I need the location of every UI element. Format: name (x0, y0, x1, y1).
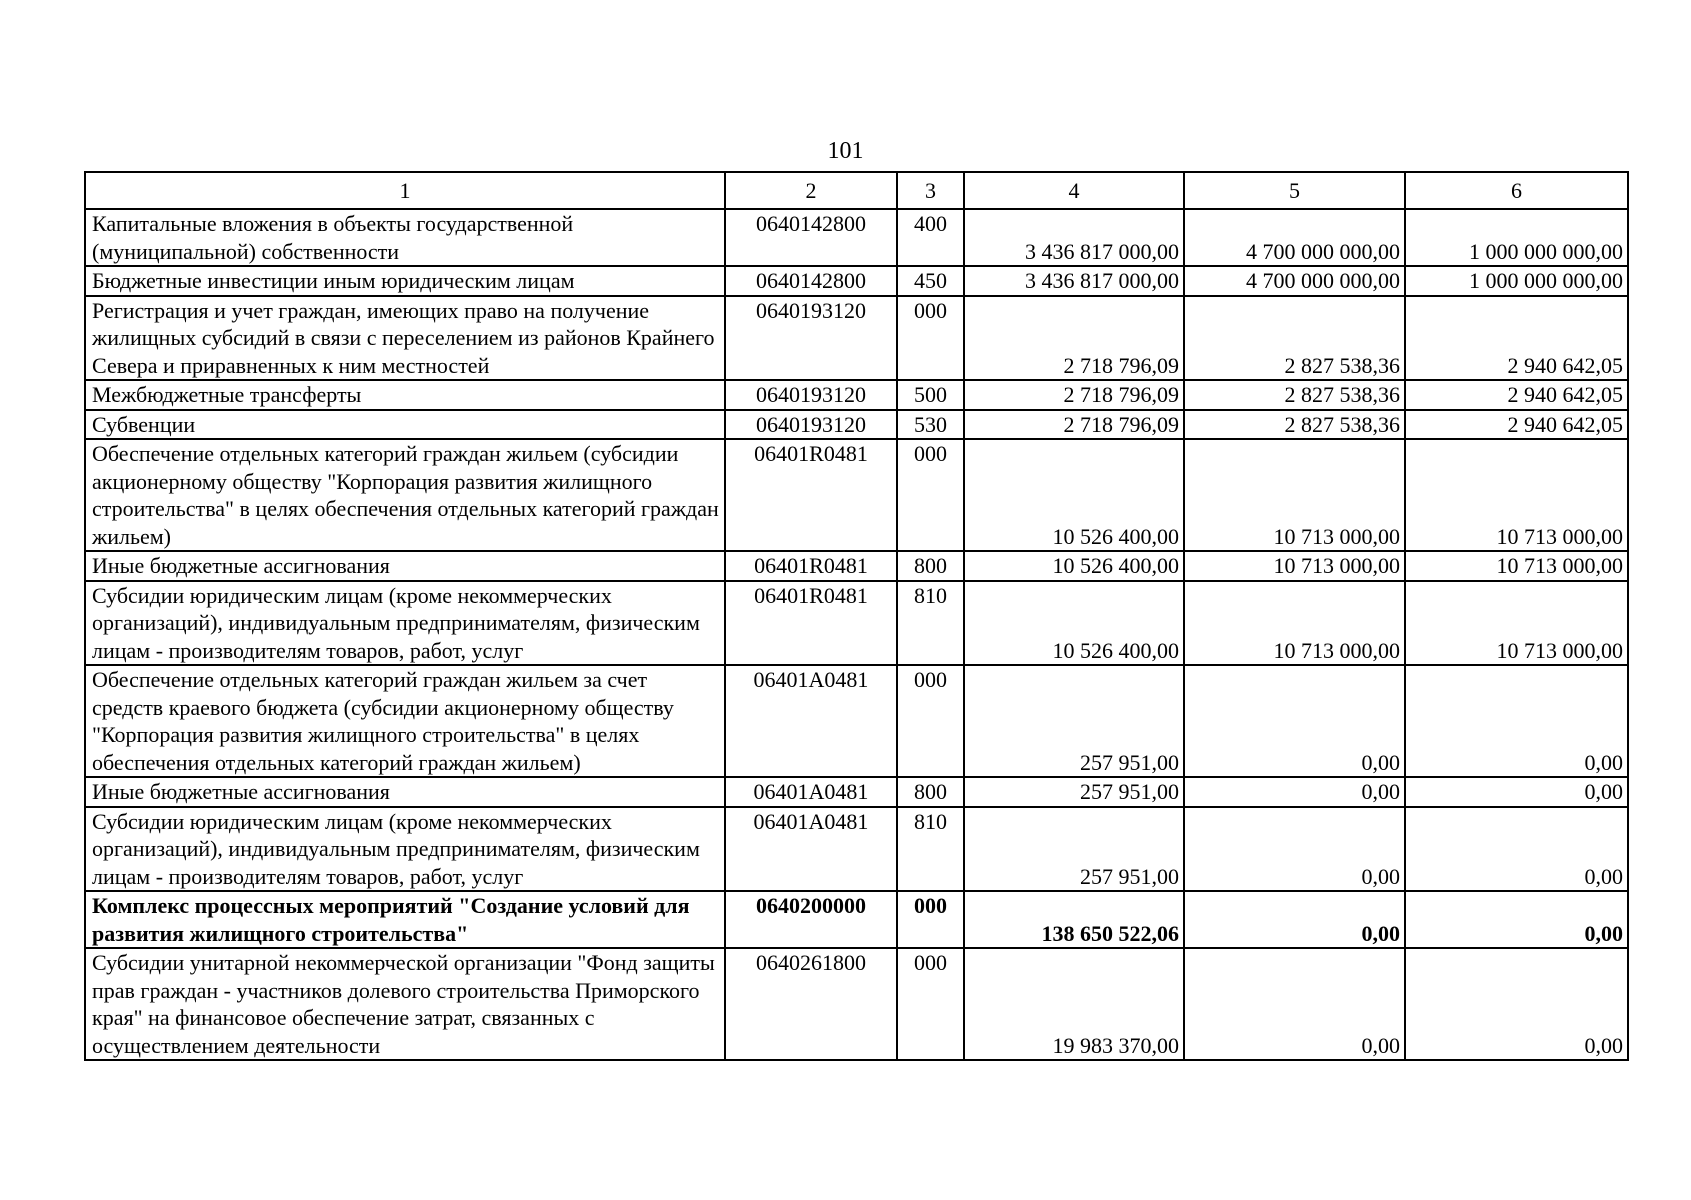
row-name: Иные бюджетные ассигнования (85, 551, 725, 581)
table-row (85, 891, 1628, 948)
row-amount-col4: 138 650 522,06 (964, 891, 1184, 948)
row-kvr: 800 (897, 777, 964, 807)
row-amount-col4: 257 951,00 (964, 665, 1184, 777)
row-code: 0640193120 (725, 380, 897, 410)
table-row (85, 551, 1628, 581)
row-amount-col5: 10 713 000,00 (1184, 439, 1405, 551)
row-kvr: 000 (897, 439, 964, 551)
row-kvr: 530 (897, 410, 964, 440)
row-amount-col6: 0,00 (1405, 665, 1628, 777)
row-amount-col4: 2 718 796,09 (964, 296, 1184, 381)
row-amount-col6: 10 713 000,00 (1405, 581, 1628, 666)
row-name: Субсидии юридическим лицам (кроме некоммерческих организаций), индивидуальным предпринимателям, физическим лицам - производителям товаров, работ, услуг (85, 581, 725, 666)
table-row (85, 439, 1628, 551)
row-amount-col4: 257 951,00 (964, 807, 1184, 892)
row-amount-col6: 1 000 000 000,00 (1405, 266, 1628, 296)
row-name: Регистрация и учет граждан, имеющих право на получение жилищных субсидий в связи с переселением из районов Крайнего Севера и приравненных к ним местностей (85, 296, 725, 381)
row-amount-col4: 257 951,00 (964, 777, 1184, 807)
table-row (85, 209, 1628, 266)
row-code: 06401R0481 (725, 581, 897, 666)
row-code: 0640261800 (725, 948, 897, 1060)
row-amount-col6: 0,00 (1405, 807, 1628, 892)
row-code: 0640193120 (725, 296, 897, 381)
row-amount-col4: 10 526 400,00 (964, 439, 1184, 551)
row-amount-col6: 10 713 000,00 (1405, 439, 1628, 551)
header-col-4: 4 (964, 172, 1184, 209)
header-row (85, 172, 1628, 209)
row-name: Капитальные вложения в объекты государственной (муниципальной) собственности (85, 209, 725, 266)
row-amount-col5: 0,00 (1184, 777, 1405, 807)
row-amount-col5: 2 827 538,36 (1184, 380, 1405, 410)
row-amount-col6: 2 940 642,05 (1405, 380, 1628, 410)
row-amount-col5: 10 713 000,00 (1184, 551, 1405, 581)
row-name: Обеспечение отдельных категорий граждан жильем за счет средств краевого бюджета (субсидии акционерному обществу "Корпорация развития жилищного строительства" в целях обеспечения отдельных категорий граждан жильем) (85, 665, 725, 777)
row-name: Обеспечение отдельных категорий граждан жильем (субсидии акционерному обществу "Корпорация развития жилищного строительства" в целях обеспечения отдельных категорий граждан жильем) (85, 439, 725, 551)
row-name: Межбюджетные трансферты (85, 380, 725, 410)
row-kvr: 500 (897, 380, 964, 410)
row-amount-col5: 0,00 (1184, 891, 1405, 948)
row-amount-col5: 0,00 (1184, 807, 1405, 892)
row-name: Субсидии юридическим лицам (кроме некоммерческих организаций), индивидуальным предпринимателям, физическим лицам - производителям товаров, работ, услуг (85, 807, 725, 892)
page-number: 101 (827, 138, 864, 164)
row-name: Субсидии унитарной некоммерческой организации "Фонд защиты прав граждан - участников долевого строительства Приморского края" на финансовое обеспечение затрат, связанных с осуществлением деятельности (85, 948, 725, 1060)
table-row (85, 410, 1628, 440)
row-amount-col5: 0,00 (1184, 665, 1405, 777)
table-row (85, 296, 1628, 381)
row-amount-col6: 2 940 642,05 (1405, 296, 1628, 381)
row-code: 0640193120 (725, 410, 897, 440)
row-code: 06401A0481 (725, 777, 897, 807)
row-code: 06401R0481 (725, 551, 897, 581)
row-name: Иные бюджетные ассигнования (85, 777, 725, 807)
row-amount-col4: 2 718 796,09 (964, 410, 1184, 440)
row-kvr: 000 (897, 665, 964, 777)
header-col-5: 5 (1184, 172, 1405, 209)
row-amount-col4: 10 526 400,00 (964, 581, 1184, 666)
table-row (85, 380, 1628, 410)
row-amount-col4: 3 436 817 000,00 (964, 266, 1184, 296)
table-body (85, 209, 1628, 1060)
table-row (85, 807, 1628, 892)
row-kvr: 400 (897, 209, 964, 266)
row-code: 0640142800 (725, 266, 897, 296)
row-amount-col4: 2 718 796,09 (964, 380, 1184, 410)
row-name: Бюджетные инвестиции иным юридическим лицам (85, 266, 725, 296)
row-name: Субвенции (85, 410, 725, 440)
header-col-6: 6 (1405, 172, 1628, 209)
row-amount-col5: 2 827 538,36 (1184, 410, 1405, 440)
row-code: 06401A0481 (725, 807, 897, 892)
row-amount-col5: 10 713 000,00 (1184, 581, 1405, 666)
table-row (85, 665, 1628, 777)
row-code: 06401A0481 (725, 665, 897, 777)
table-row (85, 266, 1628, 296)
row-kvr: 810 (897, 581, 964, 666)
row-amount-col5: 2 827 538,36 (1184, 296, 1405, 381)
row-amount-col6: 0,00 (1405, 948, 1628, 1060)
table-row (85, 948, 1628, 1060)
row-amount-col5: 4 700 000 000,00 (1184, 266, 1405, 296)
row-amount-col6: 10 713 000,00 (1405, 551, 1628, 581)
row-amount-col6: 2 940 642,05 (1405, 410, 1628, 440)
row-amount-col4: 3 436 817 000,00 (964, 209, 1184, 266)
row-kvr: 000 (897, 948, 964, 1060)
row-amount-col4: 10 526 400,00 (964, 551, 1184, 581)
row-amount-col4: 19 983 370,00 (964, 948, 1184, 1060)
header-col-3: 3 (897, 172, 964, 209)
row-kvr: 810 (897, 807, 964, 892)
header-col-1: 1 (85, 172, 725, 209)
row-amount-col6: 0,00 (1405, 891, 1628, 948)
row-amount-col6: 1 000 000 000,00 (1405, 209, 1628, 266)
row-amount-col6: 0,00 (1405, 777, 1628, 807)
row-kvr: 450 (897, 266, 964, 296)
row-amount-col5: 0,00 (1184, 948, 1405, 1060)
table-row (85, 581, 1628, 666)
table-row (85, 777, 1628, 807)
header-col-2: 2 (725, 172, 897, 209)
table-header (85, 172, 1628, 209)
row-code: 06401R0481 (725, 439, 897, 551)
row-code: 0640200000 (725, 891, 897, 948)
row-code: 0640142800 (725, 209, 897, 266)
row-kvr: 000 (897, 891, 964, 948)
row-amount-col5: 4 700 000 000,00 (1184, 209, 1405, 266)
row-kvr: 000 (897, 296, 964, 381)
row-kvr: 800 (897, 551, 964, 581)
budget-table (84, 171, 1629, 1061)
row-name: Комплекс процессных мероприятий "Создание условий для развития жилищного строительства" (85, 891, 725, 948)
